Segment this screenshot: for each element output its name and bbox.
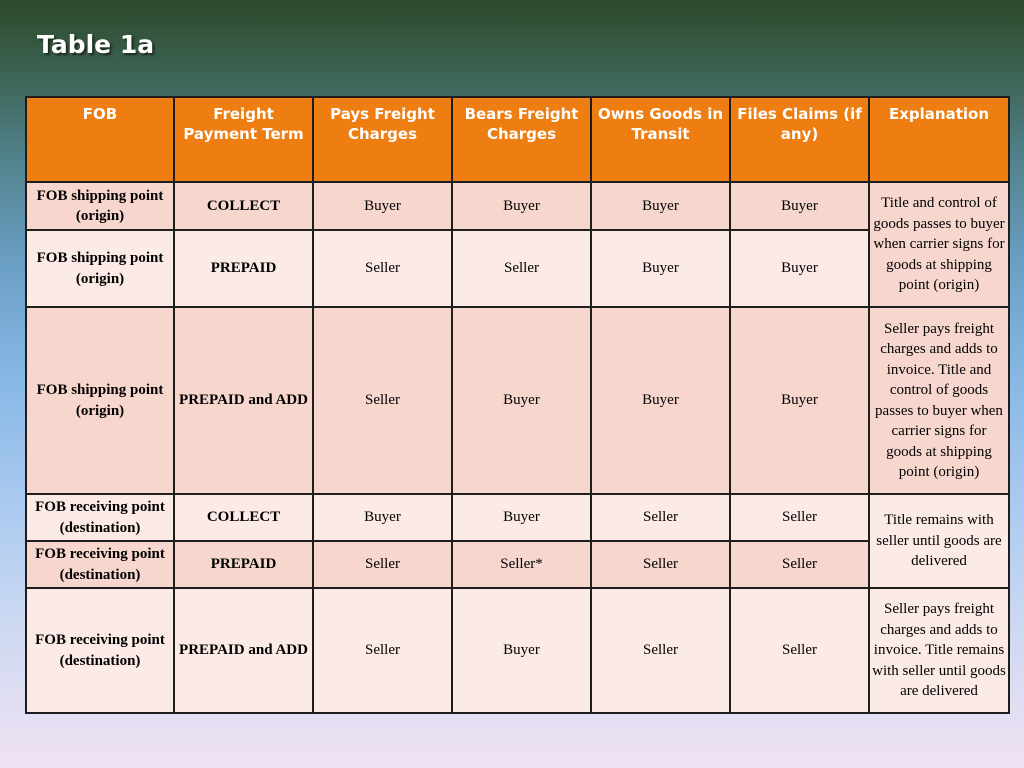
pays-cell: Buyer xyxy=(313,182,452,230)
explanation-cell: Title remains with seller until goods are delivered xyxy=(869,494,1009,588)
table-row xyxy=(26,182,1009,230)
bears-cell: Seller xyxy=(452,230,591,307)
page-title: Table 1a xyxy=(37,30,155,59)
term-cell: COLLECT xyxy=(174,182,313,230)
term-cell: COLLECT xyxy=(174,494,313,541)
term-cell: PREPAID and ADD xyxy=(174,588,313,713)
explanation-cell: Title and control of goods passes to buyer when carrier signs for goods at shipping point (origin) xyxy=(869,182,1009,307)
header-fob: FOB xyxy=(26,97,174,182)
owns-cell: Seller xyxy=(591,494,730,541)
table-row xyxy=(26,541,1009,588)
header-pays-freight-charges: Pays Freight Charges xyxy=(313,97,452,182)
fob-table xyxy=(25,96,1010,714)
term-cell: PREPAID xyxy=(174,541,313,588)
pays-cell: Seller xyxy=(313,230,452,307)
owns-cell: Buyer xyxy=(591,230,730,307)
table-row xyxy=(26,588,1009,713)
claims-cell: Seller xyxy=(730,541,869,588)
term-cell: PREPAID and ADD xyxy=(174,307,313,494)
fob-cell: FOB shipping point (origin) xyxy=(26,182,174,230)
claims-cell: Seller xyxy=(730,588,869,713)
table-row xyxy=(26,494,1009,541)
header-owns-goods-in-transit: Owns Goods in Transit xyxy=(591,97,730,182)
header-bears-freight-charges: Bears Freight Charges xyxy=(452,97,591,182)
table-row xyxy=(26,230,1009,307)
owns-cell: Buyer xyxy=(591,182,730,230)
claims-cell: Buyer xyxy=(730,230,869,307)
bears-cell: Seller* xyxy=(452,541,591,588)
owns-cell: Seller xyxy=(591,541,730,588)
pays-cell: Seller xyxy=(313,541,452,588)
fob-cell: FOB receiving point (destination) xyxy=(26,588,174,713)
explanation-cell: Seller pays freight charges and adds to invoice. Title and control of goods passes to buyer when carrier signs for goods at shipping point (origin) xyxy=(869,307,1009,494)
pays-cell: Buyer xyxy=(313,494,452,541)
claims-cell: Seller xyxy=(730,494,869,541)
bears-cell: Buyer xyxy=(452,494,591,541)
bears-cell: Buyer xyxy=(452,182,591,230)
pays-cell: Seller xyxy=(313,588,452,713)
fob-cell: FOB shipping point (origin) xyxy=(26,307,174,494)
header-explanation: Explanation xyxy=(869,97,1009,182)
fob-cell: FOB shipping point (origin) xyxy=(26,230,174,307)
table-row xyxy=(26,307,1009,494)
term-cell: PREPAID xyxy=(174,230,313,307)
header-files-claims: Files Claims (if any) xyxy=(730,97,869,182)
table-header-row xyxy=(26,97,1009,182)
pays-cell: Seller xyxy=(313,307,452,494)
bears-cell: Buyer xyxy=(452,588,591,713)
fob-cell: FOB receiving point (destination) xyxy=(26,541,174,588)
header-freight-payment-term: Freight Payment Term xyxy=(174,97,313,182)
fob-cell: FOB receiving point (destination) xyxy=(26,494,174,541)
claims-cell: Buyer xyxy=(730,182,869,230)
explanation-cell: Seller pays freight charges and adds to invoice. Title remains with seller until goods are delivered xyxy=(869,588,1009,713)
owns-cell: Seller xyxy=(591,588,730,713)
bears-cell: Buyer xyxy=(452,307,591,494)
claims-cell: Buyer xyxy=(730,307,869,494)
owns-cell: Buyer xyxy=(591,307,730,494)
